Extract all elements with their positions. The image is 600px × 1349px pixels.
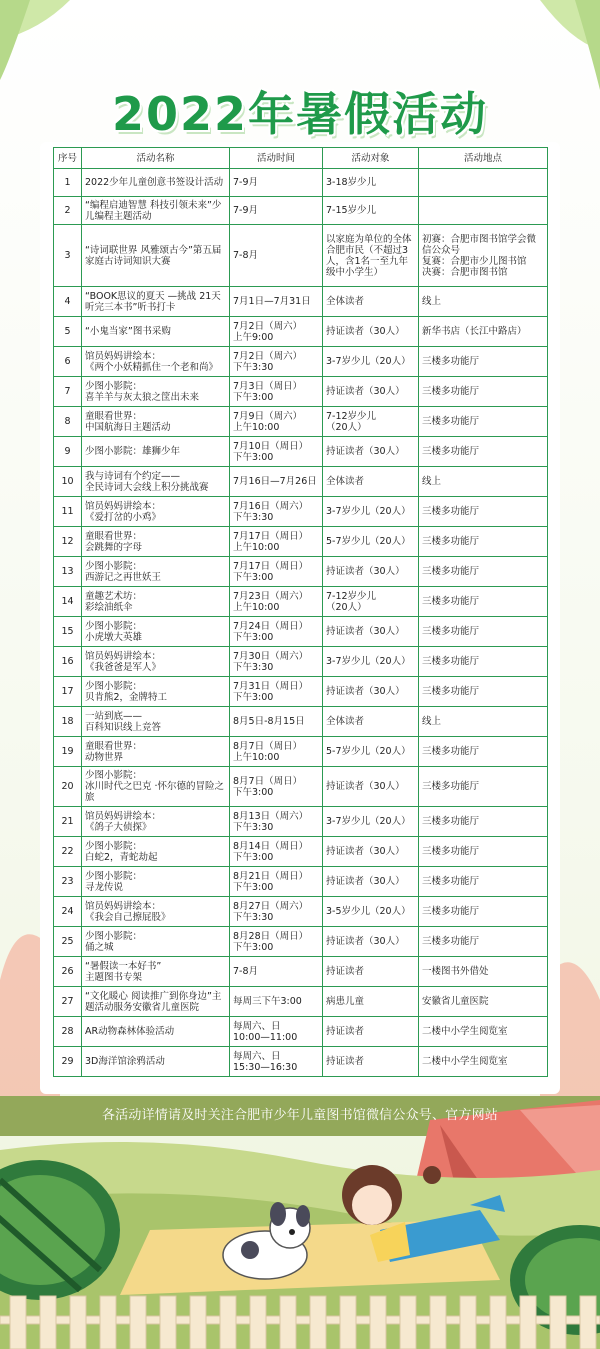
cell-activity-time: 7月30日（周六） 下午3:30 bbox=[230, 647, 323, 677]
cell-number: 19 bbox=[54, 737, 82, 767]
cell-activity-name: 童趣艺术坊： 彩绘油纸伞 bbox=[82, 587, 230, 617]
cell-activity-name: 馆员妈妈讲绘本： 《我爸爸是军人》 bbox=[82, 647, 230, 677]
cell-activity-place: 线上 bbox=[419, 707, 548, 737]
cell-activity-place: 三楼多功能厅 bbox=[419, 737, 548, 767]
cell-activity-name: 少图小影院： 喜羊羊与灰太狼之筐出未来 bbox=[82, 377, 230, 407]
cell-activity-time: 8月21日（周日） 下午3:00 bbox=[230, 867, 323, 897]
cell-activity-name: 我与诗词有个约定—— 全民诗词大会线上积分挑战赛 bbox=[82, 467, 230, 497]
cell-number: 12 bbox=[54, 527, 82, 557]
cell-activity-name: 少图小影院： 冰川时代之巴克 ·怀尔德的冒险之旅 bbox=[82, 767, 230, 807]
cell-activity-name: 少图小影院： 寻龙传说 bbox=[82, 867, 230, 897]
cell-number: 22 bbox=[54, 837, 82, 867]
cell-activity-time: 7月16日—7月26日 bbox=[230, 467, 323, 497]
cell-number: 21 bbox=[54, 807, 82, 837]
cell-activity-time: 7-8月 bbox=[230, 957, 323, 987]
cell-activity-name: “文化暖心 阅读推广到你身边”主题活动服务安徽省儿童医院 bbox=[82, 987, 230, 1017]
cell-activity-time: 8月7日（周日） 下午3:00 bbox=[230, 767, 323, 807]
cell-activity-target: 全体读者 bbox=[323, 287, 419, 317]
cell-activity-place: 二楼中小学生阅览室 bbox=[419, 1017, 548, 1047]
cell-number: 1 bbox=[54, 169, 82, 197]
cell-activity-time: 7月2日（周六） 上午9:00 bbox=[230, 317, 323, 347]
cell-number: 2 bbox=[54, 197, 82, 225]
cell-activity-time: 7月3日（周日） 下午3:00 bbox=[230, 377, 323, 407]
cell-activity-name: “小鬼当家”图书采购 bbox=[82, 317, 230, 347]
cell-activity-target: 全体读者 bbox=[323, 467, 419, 497]
table-row bbox=[54, 707, 548, 737]
cell-activity-time: 7月23日（周六） 上午10:00 bbox=[230, 587, 323, 617]
table-row bbox=[54, 169, 548, 197]
activity-table bbox=[53, 147, 548, 1077]
header-activity-place: 活动地点 bbox=[419, 148, 548, 169]
table-row bbox=[54, 1047, 548, 1077]
cell-number: 26 bbox=[54, 957, 82, 987]
cell-activity-target: 持证读者 bbox=[323, 957, 419, 987]
cell-activity-place: 三楼多功能厅 bbox=[419, 587, 548, 617]
cell-activity-time: 7月17日（周日） 上午10:00 bbox=[230, 527, 323, 557]
cell-number: 17 bbox=[54, 677, 82, 707]
cell-number: 24 bbox=[54, 897, 82, 927]
cell-number: 16 bbox=[54, 647, 82, 677]
cell-activity-target: 持证读者（30人） bbox=[323, 867, 419, 897]
cell-activity-target: 持证读者 bbox=[323, 1017, 419, 1047]
cell-activity-target: 7-12岁少儿 （20人） bbox=[323, 587, 419, 617]
cell-number: 4 bbox=[54, 287, 82, 317]
cell-number: 29 bbox=[54, 1047, 82, 1077]
cell-activity-target: 3-18岁少儿 bbox=[323, 169, 419, 197]
cell-activity-time: 7月24日（周日） 下午3:00 bbox=[230, 617, 323, 647]
cell-activity-place: 三楼多功能厅 bbox=[419, 497, 548, 527]
cell-activity-target: 持证读者（30人） bbox=[323, 377, 419, 407]
cell-activity-name: 3D海洋馆涂鸦活动 bbox=[82, 1047, 230, 1077]
cell-activity-time: 7月16日（周六） 下午3:30 bbox=[230, 497, 323, 527]
table-row bbox=[54, 287, 548, 317]
cell-activity-target: 以家庭为单位的全体合肥市民（不超过3人，含1名一至九年级中小学生） bbox=[323, 225, 419, 287]
cell-activity-place: 一楼图书外借处 bbox=[419, 957, 548, 987]
cell-activity-time: 8月14日（周日） 下午3:00 bbox=[230, 837, 323, 867]
cell-activity-target: 3-7岁少儿（20人） bbox=[323, 647, 419, 677]
cell-activity-place: 三楼多功能厅 bbox=[419, 647, 548, 677]
cell-activity-target: 3-7岁少儿（20人） bbox=[323, 497, 419, 527]
cell-activity-place: 三楼多功能厅 bbox=[419, 807, 548, 837]
cell-activity-target: 全体读者 bbox=[323, 707, 419, 737]
table-row bbox=[54, 497, 548, 527]
cell-activity-time: 7-9月 bbox=[230, 169, 323, 197]
cell-activity-name: 童眼看世界： 会跳舞的字母 bbox=[82, 527, 230, 557]
header-activity-name: 活动名称 bbox=[82, 148, 230, 169]
cell-activity-place bbox=[419, 169, 548, 197]
table-row bbox=[54, 467, 548, 497]
cell-activity-name: 少图小影院： 小虎墩大英雄 bbox=[82, 617, 230, 647]
table-row bbox=[54, 677, 548, 707]
cell-activity-place bbox=[419, 197, 548, 225]
cell-activity-name: 少图小影院：雄狮少年 bbox=[82, 437, 230, 467]
cell-activity-target: 持证读者（30人） bbox=[323, 557, 419, 587]
table-body bbox=[54, 169, 548, 1077]
cell-number: 27 bbox=[54, 987, 82, 1017]
cell-number: 7 bbox=[54, 377, 82, 407]
cell-activity-name: 童眼看世界： 中国航海日主题活动 bbox=[82, 407, 230, 437]
cell-activity-place: 新华书店（长江中路店） bbox=[419, 317, 548, 347]
cell-activity-name: 少图小影院： 俑之城 bbox=[82, 927, 230, 957]
table-row bbox=[54, 927, 548, 957]
cell-number: 14 bbox=[54, 587, 82, 617]
cell-activity-target: 持证读者（30人） bbox=[323, 317, 419, 347]
cell-activity-target: 持证读者（30人） bbox=[323, 617, 419, 647]
cell-activity-name: 馆员妈妈讲绘本： 《我会自己擦屁股》 bbox=[82, 897, 230, 927]
cell-activity-place: 三楼多功能厅 bbox=[419, 897, 548, 927]
page-title: 2022年暑假活动 bbox=[111, 87, 489, 141]
cell-activity-time: 8月7日（周日） 上午10:00 bbox=[230, 737, 323, 767]
table-row bbox=[54, 557, 548, 587]
table-row bbox=[54, 225, 548, 287]
table-row bbox=[54, 957, 548, 987]
cell-activity-target: 持证读者（30人） bbox=[323, 837, 419, 867]
cell-activity-place: 线上 bbox=[419, 467, 548, 497]
cell-activity-time: 8月27日（周六） 下午3:30 bbox=[230, 897, 323, 927]
cell-activity-target: 持证读者 bbox=[323, 1047, 419, 1077]
cell-activity-target: 3-7岁少儿（20人） bbox=[323, 807, 419, 837]
header-activity-target: 活动对象 bbox=[323, 148, 419, 169]
cell-activity-time: 7月17日（周日） 下午3:00 bbox=[230, 557, 323, 587]
cell-activity-time: 每周六、日 10:00—11:00 bbox=[230, 1017, 323, 1047]
cell-number: 5 bbox=[54, 317, 82, 347]
cell-number: 11 bbox=[54, 497, 82, 527]
cell-activity-place: 三楼多功能厅 bbox=[419, 617, 548, 647]
table-row bbox=[54, 737, 548, 767]
table-row bbox=[54, 347, 548, 377]
table-row bbox=[54, 437, 548, 467]
table-row bbox=[54, 807, 548, 837]
cell-activity-time: 8月28日（周日） 下午3:00 bbox=[230, 927, 323, 957]
cell-number: 23 bbox=[54, 867, 82, 897]
cell-activity-target: 病患儿童 bbox=[323, 987, 419, 1017]
table-row bbox=[54, 407, 548, 437]
cell-activity-time: 7-8月 bbox=[230, 225, 323, 287]
cell-activity-target: 持证读者（30人） bbox=[323, 677, 419, 707]
cell-activity-target: 5-7岁少儿（20人） bbox=[323, 527, 419, 557]
cell-activity-place: 线上 bbox=[419, 287, 548, 317]
cell-number: 8 bbox=[54, 407, 82, 437]
table-row bbox=[54, 197, 548, 225]
cell-number: 10 bbox=[54, 467, 82, 497]
table-row bbox=[54, 987, 548, 1017]
cell-number: 3 bbox=[54, 225, 82, 287]
cell-number: 20 bbox=[54, 767, 82, 807]
header-activity-time: 活动时间 bbox=[230, 148, 323, 169]
cell-activity-name: 少图小影院： 白蛇2，青蛇劫起 bbox=[82, 837, 230, 867]
table-header-row bbox=[54, 148, 548, 169]
table-row bbox=[54, 587, 548, 617]
table-row bbox=[54, 647, 548, 677]
cell-activity-target: 7-12岁少儿 （20人） bbox=[323, 407, 419, 437]
cell-activity-time: 每周三下午3:00 bbox=[230, 987, 323, 1017]
cell-number: 6 bbox=[54, 347, 82, 377]
cell-activity-time: 每周六、日 15:30—16:30 bbox=[230, 1047, 323, 1077]
cell-activity-name: 一站到底—— 百科知识线上竞答 bbox=[82, 707, 230, 737]
cell-activity-place: 安徽省儿童医院 bbox=[419, 987, 548, 1017]
table-row bbox=[54, 617, 548, 647]
cell-activity-name: 馆员妈妈讲绘本： 《鸽子大侦探》 bbox=[82, 807, 230, 837]
table-row bbox=[54, 317, 548, 347]
cell-activity-time: 7月1日—7月31日 bbox=[230, 287, 323, 317]
cell-activity-name: “诗词联世界 风雅颂古今”第五届家庭古诗词知识大赛 bbox=[82, 225, 230, 287]
cell-number: 13 bbox=[54, 557, 82, 587]
cell-activity-place: 三楼多功能厅 bbox=[419, 527, 548, 557]
cell-activity-place: 三楼多功能厅 bbox=[419, 407, 548, 437]
cell-activity-place: 三楼多功能厅 bbox=[419, 837, 548, 867]
cell-number: 28 bbox=[54, 1017, 82, 1047]
cell-number: 9 bbox=[54, 437, 82, 467]
table-row bbox=[54, 767, 548, 807]
table-row bbox=[54, 1017, 548, 1047]
cell-activity-time: 8月5日-8月15日 bbox=[230, 707, 323, 737]
cell-activity-place: 三楼多功能厅 bbox=[419, 867, 548, 897]
cell-activity-place: 初赛：合肥市图书馆学会微信公众号 复赛：合肥市少儿图书馆 决赛：合肥市图书馆 bbox=[419, 225, 548, 287]
cell-activity-place: 三楼多功能厅 bbox=[419, 677, 548, 707]
cell-activity-place: 三楼多功能厅 bbox=[419, 927, 548, 957]
cell-activity-time: 8月13日（周六） 下午3:30 bbox=[230, 807, 323, 837]
cell-activity-name: 2022少年儿童创意书签设计活动 bbox=[82, 169, 230, 197]
table-row bbox=[54, 837, 548, 867]
cell-activity-target: 5-7岁少儿（20人） bbox=[323, 737, 419, 767]
cell-activity-place: 二楼中小学生阅览室 bbox=[419, 1047, 548, 1077]
table-row bbox=[54, 377, 548, 407]
cell-activity-place: 三楼多功能厅 bbox=[419, 347, 548, 377]
cell-activity-name: “编程启迪智慧 科技引领未来”少儿编程主题活动 bbox=[82, 197, 230, 225]
cell-activity-target: 持证读者（30人） bbox=[323, 437, 419, 467]
cell-activity-time: 7月9日（周六） 上午10:00 bbox=[230, 407, 323, 437]
table-row bbox=[54, 897, 548, 927]
cell-activity-name: “BOOK思议的夏天 —挑战 21天听完三本书”听书打卡 bbox=[82, 287, 230, 317]
cell-activity-target: 3-5岁少儿（20人） bbox=[323, 897, 419, 927]
cell-activity-place: 三楼多功能厅 bbox=[419, 377, 548, 407]
cell-activity-name: 少图小影院： 贝肯熊2，金牌特工 bbox=[82, 677, 230, 707]
cell-activity-target: 3-7岁少儿（20人） bbox=[323, 347, 419, 377]
table-row bbox=[54, 527, 548, 557]
cell-activity-name: 馆员妈妈讲绘本： 《两个小妖精抓住一个老和尚》 bbox=[82, 347, 230, 377]
cell-activity-name: “暑假读一本好书” 主题图书专架 bbox=[82, 957, 230, 987]
cell-activity-place: 三楼多功能厅 bbox=[419, 437, 548, 467]
cell-activity-target: 7-15岁少儿 bbox=[323, 197, 419, 225]
table-row bbox=[54, 867, 548, 897]
footer-note: 各活动详情请及时关注合肥市少年儿童图书馆微信公众号、官方网站 bbox=[101, 1108, 498, 1123]
cell-activity-target: 持证读者（30人） bbox=[323, 927, 419, 957]
header-number: 序号 bbox=[54, 148, 82, 169]
cell-number: 25 bbox=[54, 927, 82, 957]
cell-activity-time: 7-9月 bbox=[230, 197, 323, 225]
cell-activity-name: 馆员妈妈讲绘本： 《爱打岔的小鸡》 bbox=[82, 497, 230, 527]
cell-activity-target: 持证读者（30人） bbox=[323, 767, 419, 807]
cell-activity-time: 7月10日（周日） 下午3:00 bbox=[230, 437, 323, 467]
cell-activity-name: 童眼看世界： 动物世界 bbox=[82, 737, 230, 767]
cell-activity-time: 7月31日（周日） 下午3:00 bbox=[230, 677, 323, 707]
cell-number: 15 bbox=[54, 617, 82, 647]
cell-number: 18 bbox=[54, 707, 82, 737]
cell-activity-place: 三楼多功能厅 bbox=[419, 767, 548, 807]
cell-activity-place: 三楼多功能厅 bbox=[419, 557, 548, 587]
cell-activity-name: AR动物森林体验活动 bbox=[82, 1017, 230, 1047]
cell-activity-time: 7月2日（周六） 下午3:30 bbox=[230, 347, 323, 377]
cell-activity-name: 少图小影院： 西游记之再世妖王 bbox=[82, 557, 230, 587]
